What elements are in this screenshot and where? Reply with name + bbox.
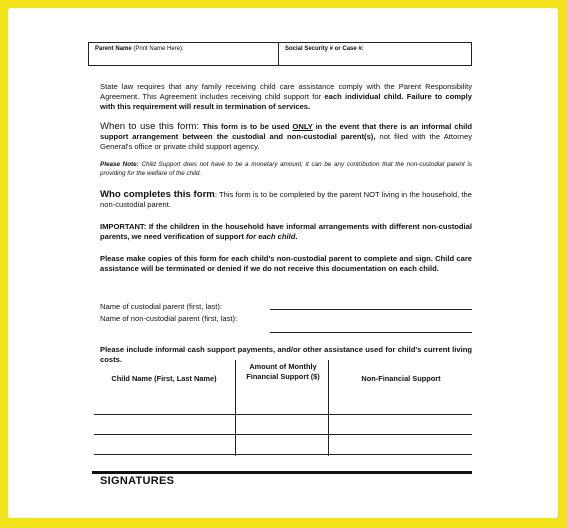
when-heading: When to use this form:	[100, 121, 203, 132]
parent-name-cell[interactable]	[89, 43, 279, 65]
important-text: IMPORTANT: If the children in the household have informal arrangements with different non-custodial parents, we need verification of support	[100, 222, 472, 241]
important-end: .	[295, 232, 298, 241]
table-row-line	[94, 414, 472, 415]
support-intro-text: Please include informal cash support payments, and/or other assistance used for child's current living costs.	[100, 345, 472, 364]
copies-paragraph	[100, 254, 472, 274]
who-paragraph	[100, 190, 472, 210]
copies-text: Please make copies of this form for each child's non-custodial parent to complete and sign. Child care assistance will be terminated or denied if we do not receive this documentation on each child.	[100, 254, 472, 273]
when-bold-b: in the event that there is an informal child support arrangement between the custodial and non-custodial parent(s),	[100, 122, 473, 141]
table-row-line	[94, 454, 472, 455]
col-child-name-header: Child Name (First, Last Name)	[111, 374, 217, 383]
table-divider	[328, 360, 329, 456]
who-heading: Who completes this form	[100, 189, 215, 200]
col-financial-header: Amount of Monthly Financial Support ($)	[246, 362, 320, 381]
important-paragraph	[100, 222, 472, 242]
intro-text: State law requires that any family receiving child care assistance comply with the Parent Responsibility Agreement. This Agreement includes receiving child support for	[100, 82, 472, 101]
table-row-line	[94, 434, 472, 435]
noncustodial-label: Name of non-custodial parent (first, last):	[100, 314, 238, 323]
noncustodial-row	[100, 314, 260, 323]
col-nonfinancial-header: Non-Financial Support	[361, 374, 441, 383]
ssn-cell[interactable]	[279, 43, 370, 65]
who-text: : This form is to be completed by the parent NOT living in the household, the non-custodial parent.	[100, 190, 472, 209]
parent-name-hint: (Print Name Here):	[133, 46, 184, 52]
signatures-divider	[92, 471, 472, 474]
ssn-label: Social Security # or Case #:	[285, 46, 364, 52]
noncustodial-input-line[interactable]	[270, 332, 472, 333]
signatures-heading: SIGNATURES	[100, 475, 175, 487]
when-rest: not filed with the Attorney General's office or private child support agency.	[100, 132, 472, 151]
important-italic: for each child	[246, 232, 296, 241]
intro-bold: each individual child. Failure to comply with this requirement will result in termination of services.	[100, 92, 472, 111]
parent-name-label: Parent Name	[95, 46, 132, 52]
note-text: Child Support does not have to be a monetary amount; it can be any contribution that the non-custodial parent is providing for the welfare of the child.	[100, 161, 473, 177]
when-bold-a: This form is to be used	[202, 122, 293, 131]
note-label: Please Note:	[100, 161, 139, 168]
custodial-input-line[interactable]	[270, 309, 472, 310]
header-box	[88, 42, 472, 66]
custodial-label: Name of custodial parent (first, last):	[100, 302, 222, 311]
table-divider	[235, 360, 236, 456]
intro-paragraph	[100, 82, 472, 112]
when-paragraph	[100, 122, 472, 152]
page-frame	[8, 8, 558, 518]
note-paragraph	[100, 160, 472, 178]
when-only: ONLY	[292, 122, 313, 131]
